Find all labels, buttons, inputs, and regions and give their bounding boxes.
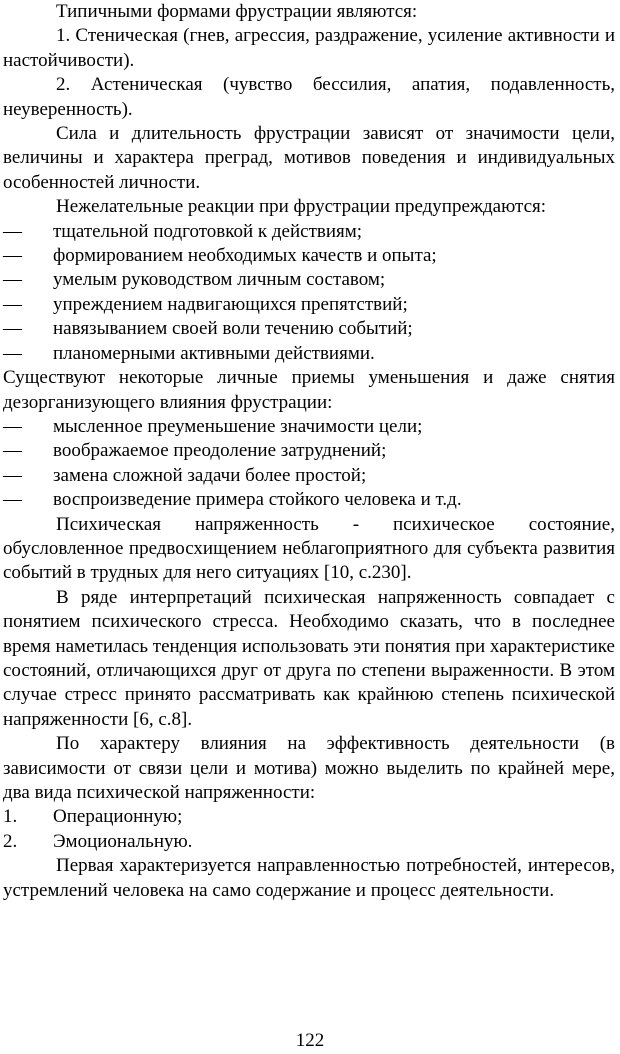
list-item <box>3 464 615 488</box>
list-item <box>3 220 615 244</box>
dash-marker: — <box>3 415 22 437</box>
techniques-intro: Существуют некоторые личные приемы уменьшения и даже снятия дезорганизующего влияния фрустрации: <box>3 367 615 413</box>
list-item <box>3 805 615 829</box>
dash-marker: — <box>3 245 22 267</box>
list-item <box>3 293 615 317</box>
list-item-text: замена сложной задачи более простой; <box>53 464 367 486</box>
list-item-text: воспроизведение примера стойкого человека и т.д. <box>53 489 462 511</box>
list-item <box>3 268 615 292</box>
prevention-list <box>3 220 615 366</box>
list-item-text: тщательной подготовкой к действиям; <box>53 220 363 242</box>
prevention-intro: Нежелательные реакции при фрустрации предупреждаются: <box>56 196 547 218</box>
list-item-text: умелым руководством личным составом; <box>53 269 386 291</box>
kinds-list <box>3 805 615 854</box>
list-item-text: мысленное преуменьшение значимости цели; <box>53 415 423 437</box>
strength-paragraph: Сила и длительность фрустрации зависят от значимости цели, величины и характера преград, мотивов поведения и индивидуальных особенностей личности. <box>3 123 615 193</box>
dash-marker: — <box>3 293 22 315</box>
techniques-list <box>3 415 615 513</box>
dash-marker: — <box>3 318 22 340</box>
dash-marker: — <box>3 489 22 511</box>
list-item-text: навязыванием своей воли течению событий; <box>53 318 413 340</box>
list-item-text: Эмоциональную. <box>53 830 193 852</box>
kinds-intro: По характеру влияния на эффективность деятельности (в зависимости от связи цели и мотива) можно выделить по крайней мере, два вида психической напряженности: <box>3 733 615 803</box>
list-item-text: планомерными активными действиями. <box>53 342 375 364</box>
list-item <box>3 342 615 366</box>
list-item <box>3 830 615 854</box>
page-number: 122 <box>295 1030 325 1051</box>
list-item <box>3 317 615 341</box>
list-item <box>3 244 615 268</box>
first-kind-paragraph: Первая характеризуется направленностью потребностей, интересов, устремлений человека на само содержание и процесс деятельности. <box>3 855 615 901</box>
list-item <box>3 439 615 463</box>
dash-marker: — <box>3 342 22 364</box>
dash-marker: — <box>3 464 22 486</box>
stress-paragraph: В ряде интерпретаций психическая напряженность совпадает с понятием психического стресса. Необходимо сказать, что в последнее время наметилась тенденция использовать эти понятия при характеристике состояний, отличающихся друг от друга по степени выраженности. В этом случае стресс принято рассматривать как крайнюю степень психической напряженности [6, с.8]. <box>3 586 615 730</box>
form-asthenic: 2. Астеническая (чувство бессилия, апатия, подавленность, неуверенность). <box>3 74 615 120</box>
page-body <box>3 0 615 903</box>
list-number: 1. <box>3 806 18 828</box>
list-item <box>3 488 615 512</box>
dash-marker: — <box>3 440 22 462</box>
tension-definition: Психическая напряженность - психическое состояние, обусловленное предвосхищением неблагоприятного для субъекта развития событий в трудных для него ситуациях [10, с.230]. <box>3 513 615 584</box>
list-item-text: упреждением надвигающихся препятствий; <box>53 293 408 315</box>
list-item-text: воображаемое преодоление затруднений; <box>53 440 387 462</box>
list-item-text: формированием необходимых качеств и опыта; <box>53 245 437 267</box>
intro-line: Типичными формами фрустрации являются: <box>56 1 418 22</box>
form-sthenic: 1. Стеническая (гнев, агрессия, раздражение, усиление активности и настойчивости). <box>3 25 615 71</box>
list-item <box>3 415 615 439</box>
list-item-text: Операционную; <box>53 806 183 828</box>
dash-marker: — <box>3 220 22 242</box>
dash-marker: — <box>3 269 22 291</box>
list-number: 2. <box>3 830 18 852</box>
